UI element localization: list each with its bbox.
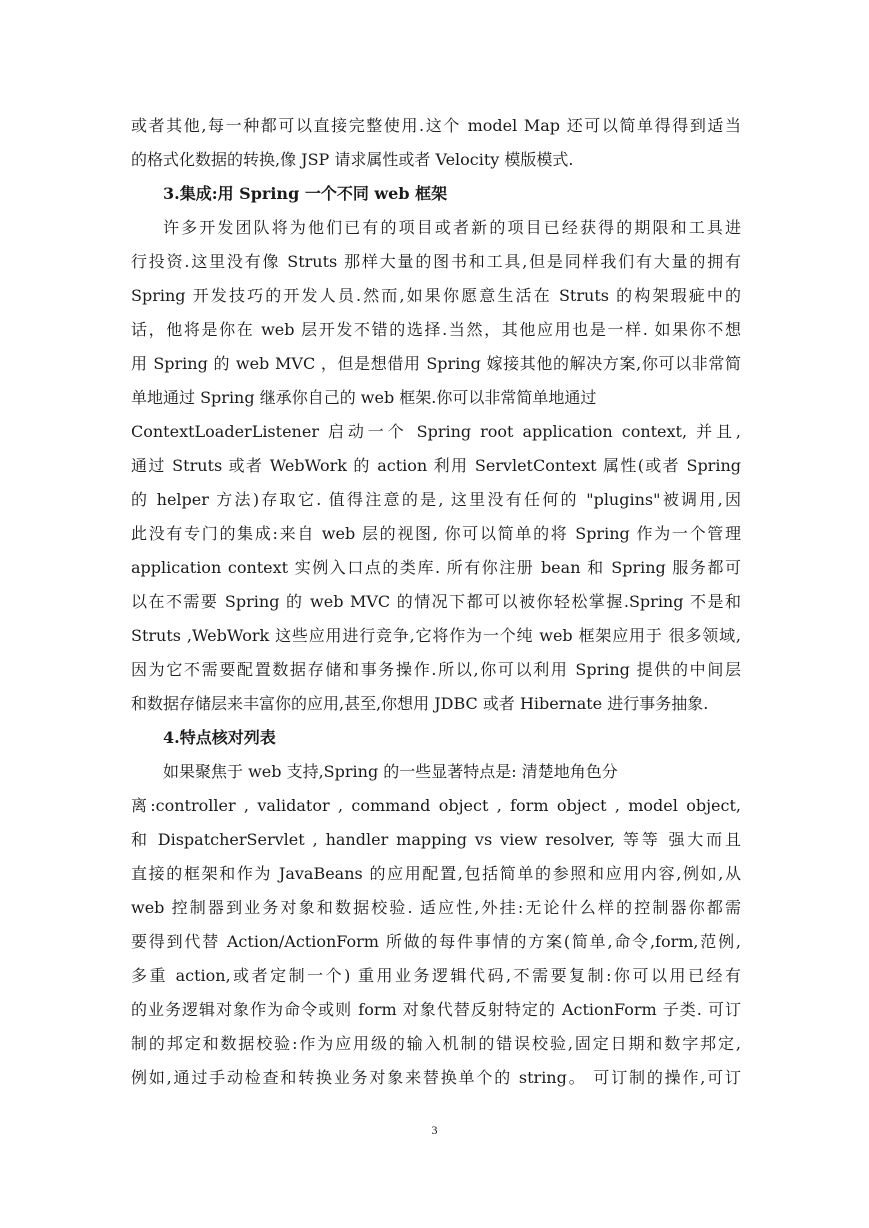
section-3-line: 以在不需要 Spring 的 web MVC 的情况下都可以被你轻松掌握.Spring 不是和 (131, 592, 741, 611)
section-4-line: 直接的框架和作为 JavaBeans 的应用配置,包括简单的参照和应用内容,例如,从 (131, 864, 741, 883)
section-4-line: 离:controller , validator , command object , form object , model object, (131, 796, 741, 815)
section-3-line: 话，他将是你在 web 层开发不错的选择.当然，其他应用也是一样. 如果你不想 (131, 320, 741, 339)
section-4-line: 多重 action,或者定制一个) 重用业务逻辑代码,不需要复制:你可以用已经有 (131, 966, 741, 985)
section-4-line: 例如,通过手动检查和转换业务对象来替换单个的 string。 可订制的操作,可订 (131, 1068, 741, 1087)
section-4-line: 如果聚焦于 web 支持,Spring 的一些显著特点是: 清楚地角色分 (163, 762, 618, 781)
section-3-line: 用 Spring 的 web MVC ，但是想借用 Spring 嫁接其他的解决方案,你可以非常简 (131, 354, 741, 373)
section-3-line: 此没有专门的集成:来自 web 层的视图, 你可以简单的将 Spring 作为一个管理 (131, 524, 741, 543)
document-body (131, 109, 741, 1095)
section-3-heading: 3.集成:用 Spring 一个不同 web 框架 (163, 184, 448, 203)
section-4-heading: 4.特点核对列表 (163, 728, 276, 747)
section-3-line: application context 实例入口点的类库. 所有你注册 bean 和 Spring 服务都可 (131, 558, 741, 577)
section-3-line: 许多开发团队将为他们已有的项目或者新的项目已经获得的期限和工具进 (163, 218, 741, 237)
intro-line: 或者其他,每一种都可以直接完整使用.这个 model Map 还可以简单得得到适当 (131, 116, 741, 135)
section-3-line: ContextLoaderListener 启动一个 Spring root application context, 并且, (131, 422, 741, 441)
section-4-line: 要得到代替 Action/ActionForm 所做的每件事情的方案(简单,命令,form,范例, (131, 932, 741, 951)
section-3-line: 单地通过 Spring 继承你自己的 web 框架.你可以非常简单地通过 (131, 388, 597, 407)
section-3-line: 行投资.这里没有像 Struts 那样大量的图书和工具,但是同样我们有大量的拥有 (131, 252, 741, 271)
page-number: 3 (431, 1123, 438, 1137)
section-3-line: Struts ,WebWork 这些应用进行竞争,它将作为一个纯 web 框架应用于 很多领域, (131, 626, 741, 645)
section-3-line: 的 helper 方法)存取它. 值得注意的是, 这里没有任何的 "plugins"被调用,因 (131, 490, 741, 509)
intro-line: 的格式化数据的转换,像 JSP 请求属性或者 Velocity 模版模式. (131, 150, 574, 169)
section-3-line: 因为它不需要配置数据存储和事务操作.所以,你可以利用 Spring 提供的中间层 (131, 660, 741, 679)
section-4-line: web 控制器到业务对象和数据校验. 适应性,外挂:无论什么样的控制器你都需 (131, 898, 741, 917)
section-4-line: 和 DispatcherServlet , handler mapping vs view resolver, 等等 强大而且 (131, 830, 741, 849)
section-4-line: 制的邦定和数据校验:作为应用级的输入机制的错误校验,固定日期和数字邦定, (131, 1034, 741, 1053)
section-3-line: 通过 Struts 或者 WebWork 的 action 利用 ServletContext 属性(或者 Spring (131, 456, 741, 475)
section-4-line: 的业务逻辑对象作为命令或则 form 对象代替反射特定的 ActionForm 子类. 可订 (131, 1000, 741, 1019)
section-3-line: Spring 开发技巧的开发人员.然而,如果你愿意生活在 Struts 的构架瑕疵中的 (131, 286, 741, 305)
section-3-line: 和数据存储层来丰富你的应用,甚至,你想用 JDBC 或者 Hibernate 进行事务抽象. (131, 694, 709, 713)
